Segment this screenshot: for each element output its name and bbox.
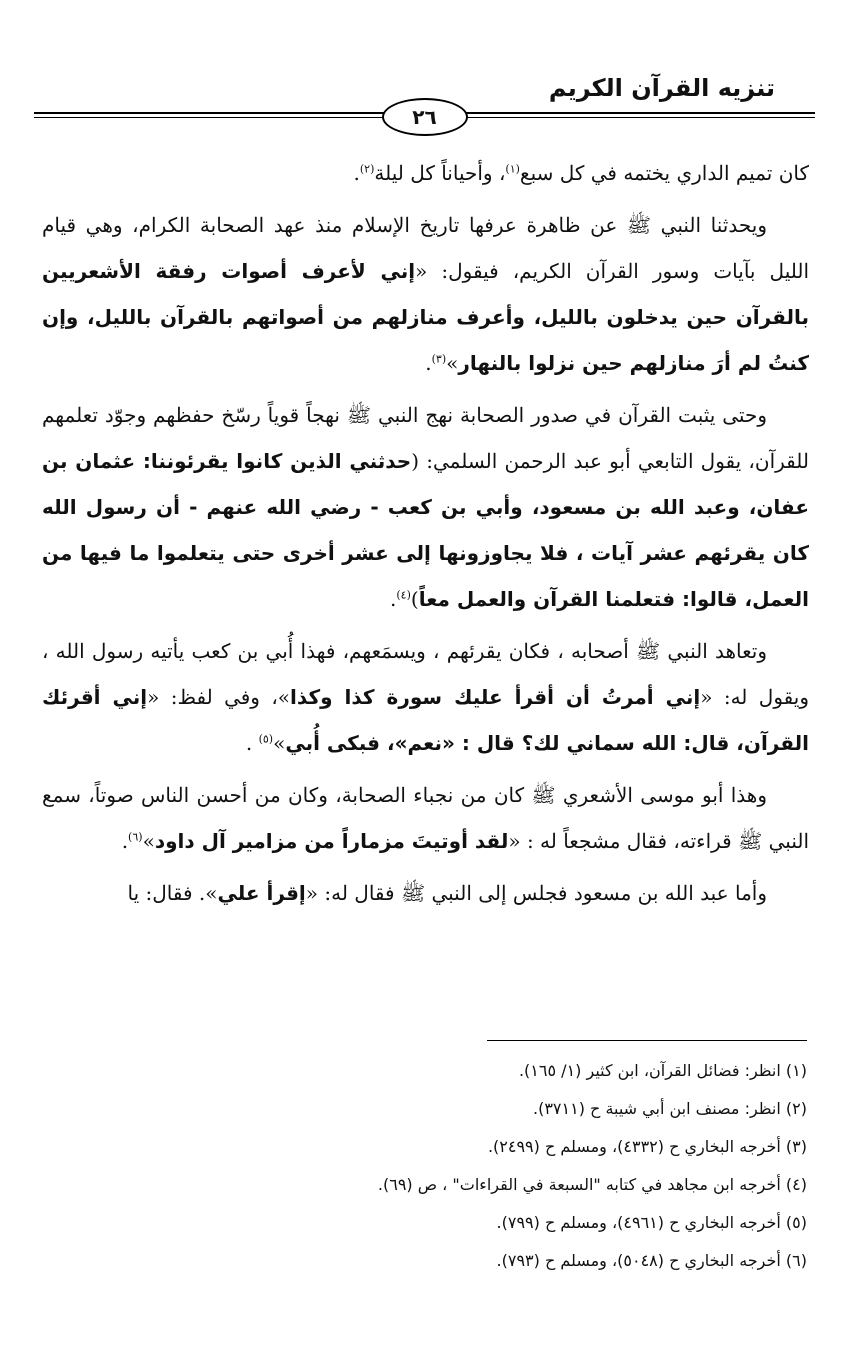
text-run: » <box>446 351 459 375</box>
text-run: . <box>245 731 259 755</box>
footnote-marker: (٣) <box>431 352 447 366</box>
quoted-text: إني أمرتُ أن أقرأ عليك سورة كذا وكذا <box>290 685 701 709</box>
text-run: »، وفي لفظ: « <box>147 685 291 709</box>
paragraph <box>42 772 809 864</box>
footnote: (٢) انظر: مصنف ابن أبي شيبة ح (٣٧١١). <box>533 1099 807 1118</box>
footnote: (٦) أخرجه البخاري ح (٥٠٤٨)، ومسلم ح (٧٩٣). <box>496 1251 807 1270</box>
text-run: » <box>142 829 155 853</box>
text-run: ) <box>410 587 419 611</box>
footnote: (٥) أخرجه البخاري ح (٤٩٦١)، ومسلم ح (٧٩٩). <box>496 1213 807 1232</box>
page-header <box>34 68 815 138</box>
quoted-text: حدثني الذين كانوا يقرئوننا: عثمان بن عفان، وعبد الله بن مسعود، وأبي بن كعب - رضي الله عنهم - أن رسول الله كان يقرئهم عشر آيات ، فلا يجاوزونها إلى عشر أخرى حتى يتعلموا ما فيها من العمل، قالوا: فتعلمنا القرآن والعمل معاً <box>42 449 809 611</box>
text-run: ويحدثنا النبي ﷺ عن ظاهرة عرفها تاريخ الإسلام منذ عهد الصحابة الكرام، وهي قيام الليل بآيات وسور القرآن الكريم، فيقول: « <box>42 213 809 283</box>
text-run: . <box>121 829 129 853</box>
quoted-text: لقد أوتيتَ مزماراً من مزامير آل داود <box>154 829 509 853</box>
text-run: ». فقال: يا <box>127 881 218 905</box>
footnote: (٤) أخرجه ابن مجاهد في كتابه "السبعة في القراءات" ، ص (٦٩). <box>377 1175 807 1194</box>
text-run: . <box>390 587 397 611</box>
paragraph <box>42 870 809 916</box>
text-run: وهذا أبو موسى الأشعري ﷺ كان من نجباء الصحابة، وكان من أحسن الناس صوتاً، سمع النبي ﷺ قراءته، فقال مشجعاً له : « <box>42 783 809 853</box>
paragraph <box>42 628 809 766</box>
paragraph <box>42 392 809 622</box>
footnote-separator <box>487 1040 807 1041</box>
book-title: تنزيه القرآن الكريم <box>548 74 775 102</box>
footnote-marker: (٢) <box>359 162 375 176</box>
paragraph <box>42 202 809 386</box>
text-run: وأما عبد الله بن مسعود فجلس إلى النبي ﷺ فقال له: « <box>305 881 767 905</box>
paragraph <box>42 150 809 196</box>
footnote-marker: (٥) <box>258 732 274 746</box>
text-run: وتعاهد النبي ﷺ أصحابه ، فكان يقرئهم ، ويسمَعهم، فهذا أُبي بن كعب يأتيه رسول الله ، ويقول له: « <box>42 639 809 709</box>
quoted-text: إني أقرئك القرآن، قال: الله سماني لك؟ قال : «نعم»، فبكى أُبي <box>42 685 809 755</box>
quoted-text: إقرأ علي <box>217 881 306 905</box>
text-run: وحتى يثبت القرآن في صدور الصحابة نهج النبي ﷺ نهجاً قوياً رسّخ حفظهم وجوّد تعلمهم للقرآن، يقول التابعي أبو عبد الرحمن السلمي: ( <box>42 403 809 473</box>
text-run: » <box>273 731 286 755</box>
footnote-marker: (٤) <box>396 588 411 602</box>
text-run: . <box>425 351 432 375</box>
text-run: ، وأحياناً كل ليلة <box>374 161 506 185</box>
footnote: (٣) أخرجه البخاري ح (٤٣٣٢)، ومسلم ح (٢٤٩٩). <box>487 1137 807 1156</box>
footnotes <box>42 1052 807 1280</box>
quoted-text: إني لأعرف أصوات رفقة الأشعريين بالقرآن حين يدخلون بالليل، وأعرف منازلهم من أصواتهم بالقرآن بالليل، وإن كنتُ لم أرَ منازلهم حين نزلوا بالنهار <box>42 259 809 375</box>
footnote-marker: (٦) <box>128 830 143 844</box>
page-number: ٢٦ <box>382 98 468 136</box>
footnote: (١) انظر: فضائل القرآن، ابن كثير (١/ ١٦٥). <box>518 1061 807 1080</box>
footnote-marker: (١) <box>505 162 520 176</box>
body-text <box>42 150 809 922</box>
text-run: كان تميم الداري يختمه في كل سبع <box>519 161 809 185</box>
text-run: . <box>353 161 360 185</box>
